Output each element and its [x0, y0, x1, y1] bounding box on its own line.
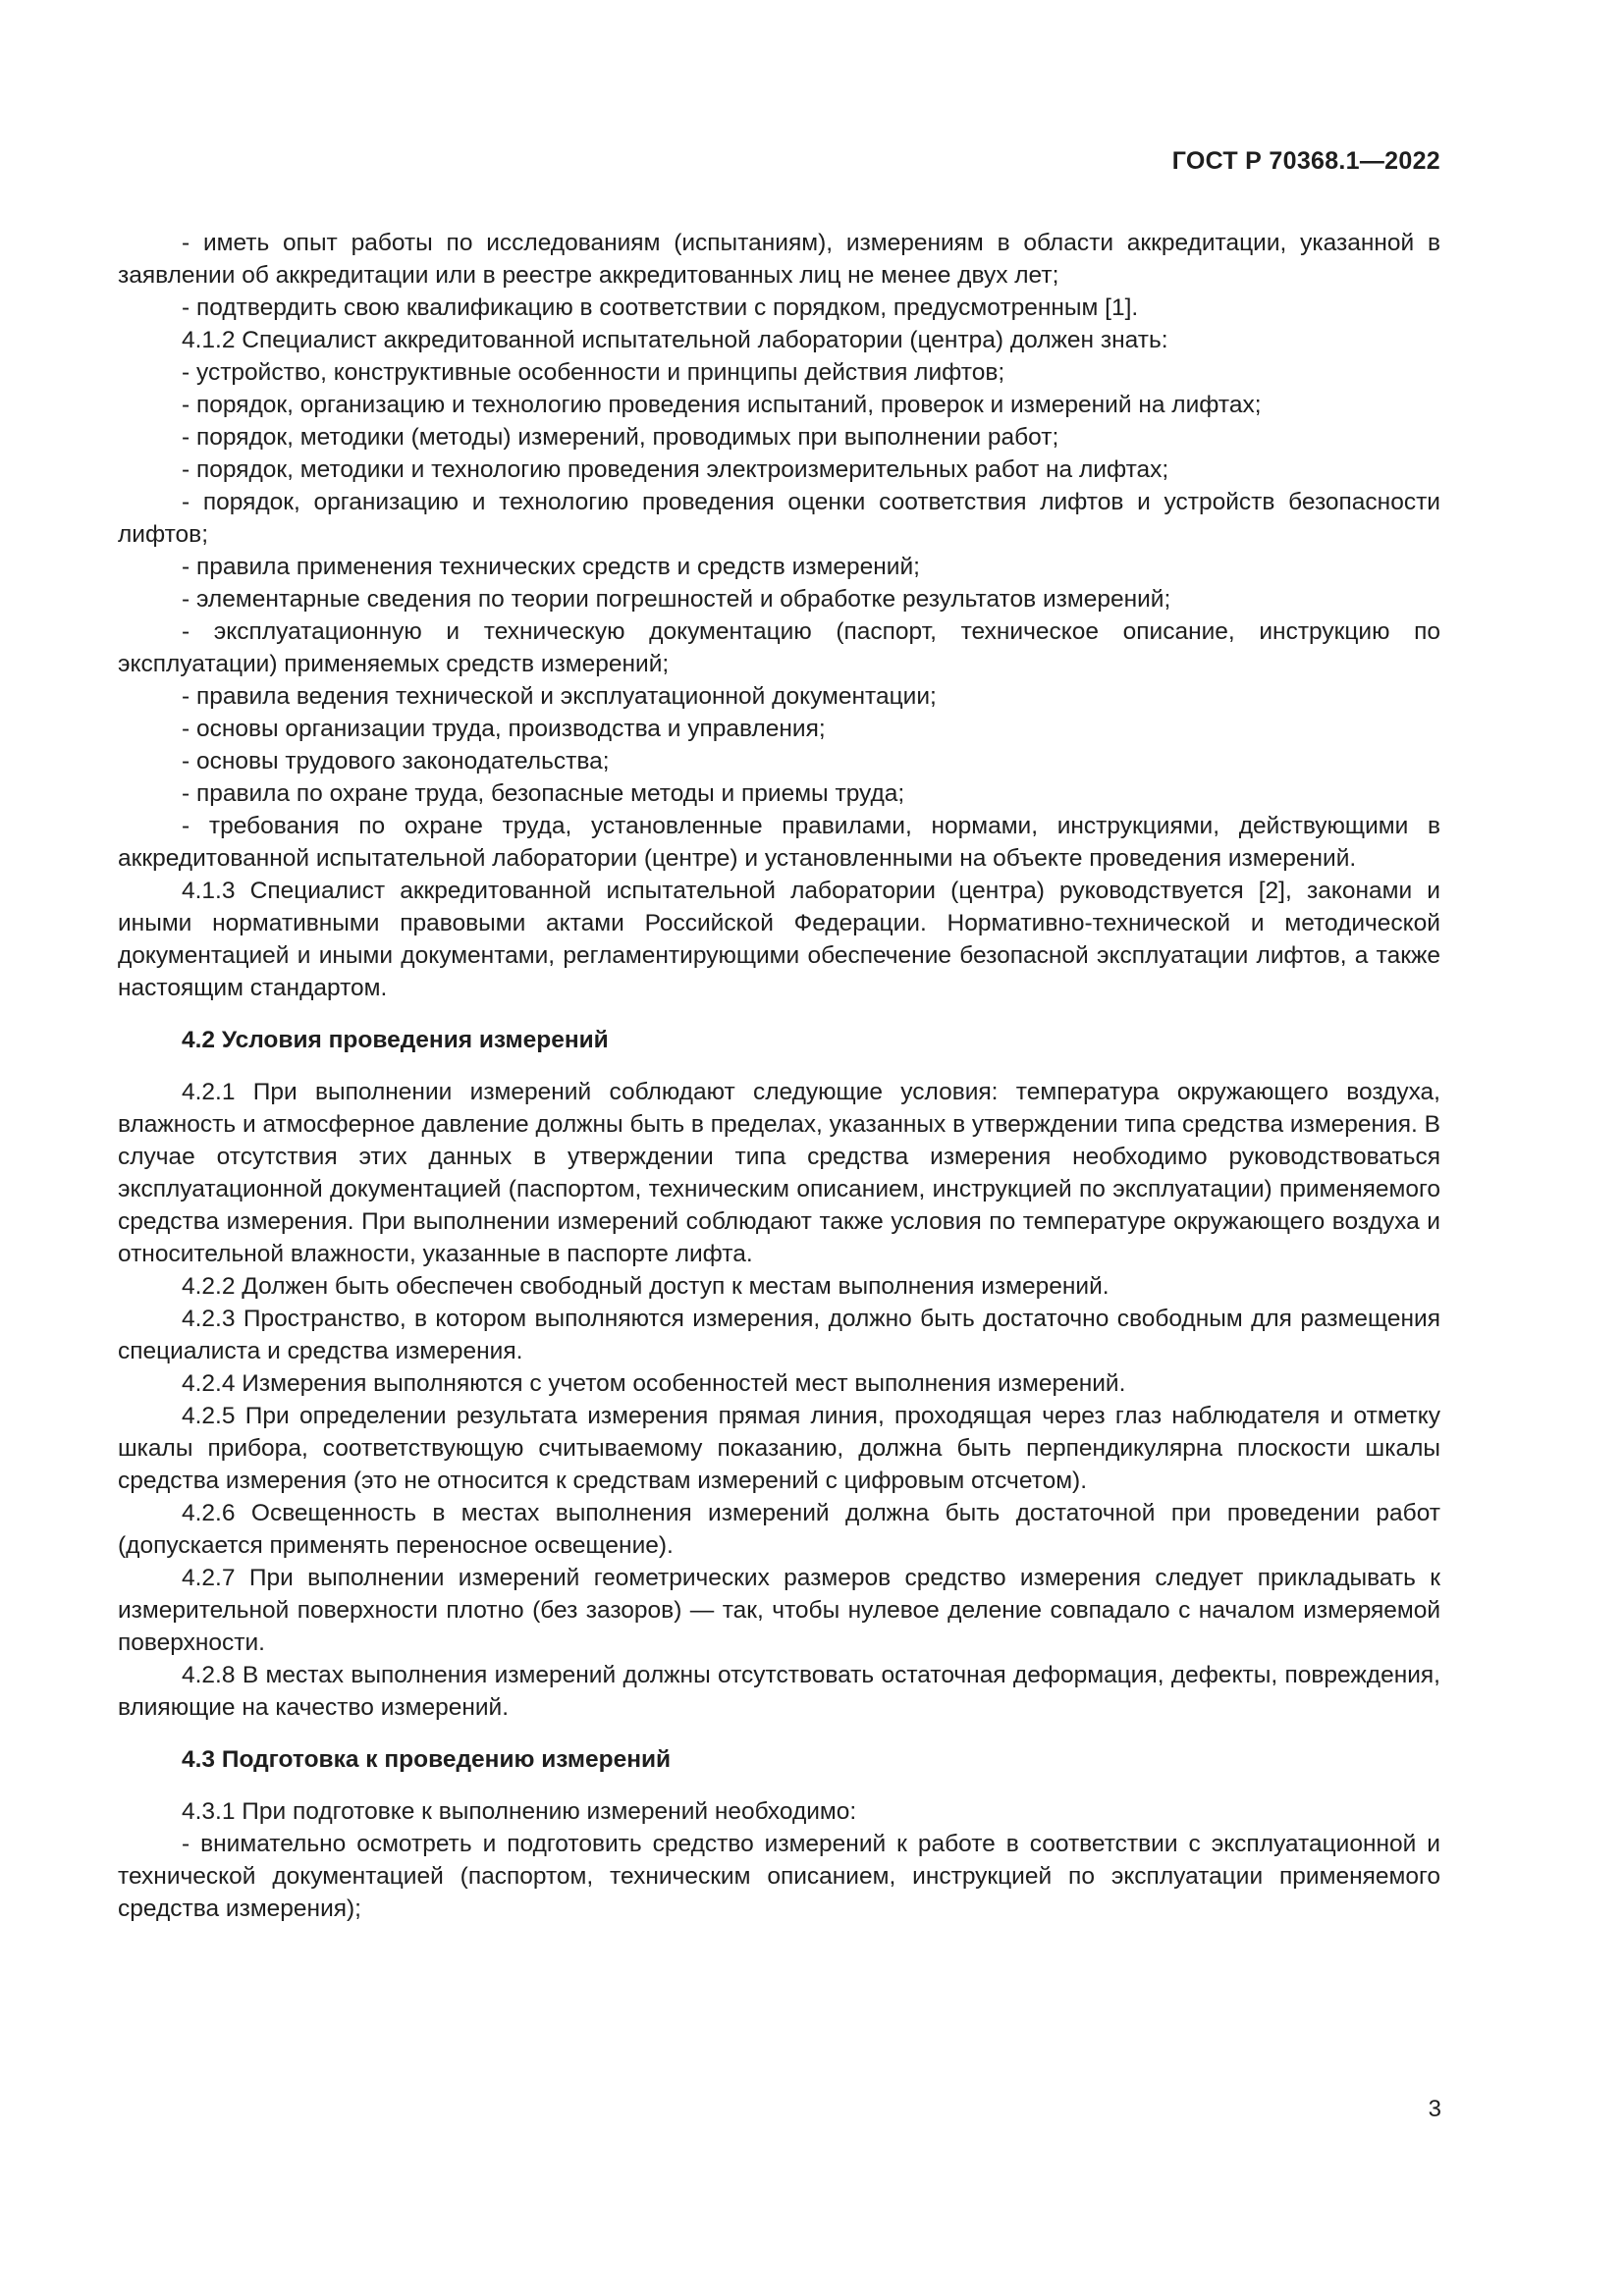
list-item: - основы организации труда, производства и управления;	[182, 716, 826, 742]
clause-4-2-5: 4.2.5 При определении результата измерения прямая линия, проходящая через глаз наблюдателя и отметку шкалы прибора, соответствующую считываемому показанию, должна быть перпендикулярна плоскости шкалы средства измерения (это не относится к средствам измерений с цифровым отсчетом).	[118, 1403, 1440, 1494]
list-item: - подтвердить свою квалификацию в соответствии с порядком, предусмотренным [1].	[182, 294, 1139, 321]
clause-4-2-7: 4.2.7 При выполнении измерений геометрических размеров средство измерения следует прикладывать к измерительной поверхности плотно (без зазоров) — так, чтобы нулевое деление совпадало с началом измеряемой поверхности.	[118, 1565, 1440, 1656]
list-item: - элементарные сведения по теории погрешностей и обработке результатов измерений;	[182, 586, 1171, 613]
clause-4-2-2: 4.2.2 Должен быть обеспечен свободный доступ к местам выполнения измерений.	[182, 1273, 1110, 1300]
list-item: - порядок, методики (методы) измерений, проводимых при выполнении работ;	[182, 424, 1059, 451]
list-item: - порядок, организацию и технологию проведения оценки соответствия лифтов и устройств безопасности лифтов;	[118, 489, 1440, 548]
list-item: - порядок, организацию и технологию проведения испытаний, проверок и измерений на лифтах;	[182, 392, 1262, 418]
document-code-header: ГОСТ Р 70368.1—2022	[1171, 147, 1440, 175]
list-item: - правила по охране труда, безопасные методы и приемы труда;	[182, 780, 905, 807]
section-heading-4-3: 4.3 Подготовка к проведению измерений	[182, 1746, 672, 1773]
clause-4-2-4: 4.2.4 Измерения выполняются с учетом особенностей мест выполнения измерений.	[182, 1370, 1126, 1397]
list-item: - требования по охране труда, установленные правилами, нормами, инструкциями, действующими в аккредитованной испытательной лаборатории (центре) и установленными на объекте проведения измерений.	[118, 813, 1440, 872]
clause-4-2-8: 4.2.8 В местах выполнения измерений должны отсутствовать остаточная деформация, дефекты, повреждения, влияющие на качество измерений.	[118, 1662, 1440, 1721]
list-item: - основы трудового законодательства;	[182, 748, 610, 774]
page-number: 3	[1428, 2096, 1441, 2122]
list-item: - порядок, методики и технологию проведения электроизмерительных работ на лифтах;	[182, 456, 1169, 483]
document-body	[118, 227, 1440, 1925]
section-heading-4-2: 4.2 Условия проведения измерений	[182, 1027, 609, 1053]
clause-4-2-1: 4.2.1 При выполнении измерений соблюдают следующие условия: температура окружающего воздуха, влажность и атмосферное давление должны быть в пределах, указанных в утверждении типа средства измерения. В случае отсутствия этих данных в утверждении типа средства измерения необходимо руководствоваться эксплуатационной документацией (паспортом, техническим описанием, инструкцией по эксплуатации) применяемого средства измерения. При выполнении измерений соблюдают также условия по температуре окружающего воздуха и относительной влажности, указанные в паспорте лифта.	[118, 1079, 1440, 1267]
list-item: - внимательно осмотреть и подготовить средство измерений к работе в соответствии с эксплуатационной и технической документацией (паспортом, техническим описанием, инструкцией по эксплуатации применяемого средства измерения);	[118, 1831, 1440, 1922]
clause-4-3-1: 4.3.1 При подготовке к выполнению измерений необходимо:	[182, 1798, 857, 1825]
list-item: - эксплуатационную и техническую документацию (паспорт, техническое описание, инструкцию по эксплуатации) применяемых средств измерений;	[118, 618, 1440, 677]
list-item: - правила ведения технической и эксплуатационной документации;	[182, 683, 937, 710]
clause-4-1-2: 4.1.2 Специалист аккредитованной испытательной лаборатории (центра) должен знать:	[182, 327, 1168, 353]
clause-4-2-6: 4.2.6 Освещенность в местах выполнения измерений должна быть достаточной при проведении работ (допускается применять переносное освещение).	[118, 1500, 1440, 1559]
clause-4-1-3: 4.1.3 Специалист аккредитованной испытательной лаборатории (центра) руководствуется [2], законами и иными нормативными правовыми актами Российской Федерации. Нормативно-технической и методической документацией и иными документами, регламентирующими обеспечение безопасной эксплуатации лифтов, а также настоящим стандартом.	[118, 878, 1440, 1001]
list-item: - устройство, конструктивные особенности и принципы действия лифтов;	[182, 359, 1005, 386]
list-item: - правила применения технических средств и средств измерений;	[182, 554, 920, 580]
list-item: - иметь опыт работы по исследованиям (испытаниям), измерениям в области аккредитации, указанной в заявлении об аккредитации или в реестре аккредитованных лиц не менее двух лет;	[118, 230, 1440, 289]
clause-4-2-3: 4.2.3 Пространство, в котором выполняются измерения, должно быть достаточно свободным для размещения специалиста и средства измерения.	[118, 1306, 1440, 1364]
